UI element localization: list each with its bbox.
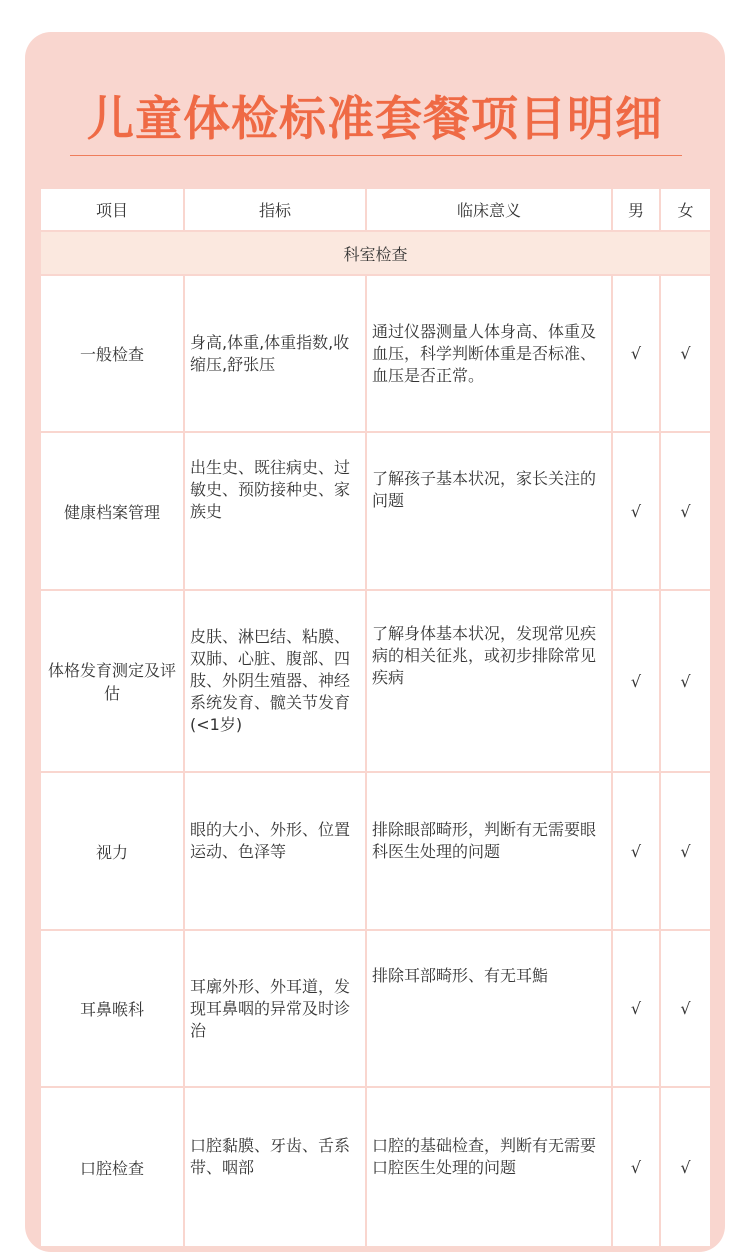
indicator-cell: 耳廓外形、外耳道，发现耳鼻咽的异常及时诊治	[185, 931, 367, 1088]
female-check: √	[661, 1088, 710, 1248]
meaning-cell: 排除眼部畸形，判断有无需要眼科医生处理的问题	[367, 773, 613, 931]
meaning-cell: 了解身体基本状况，发现常见疾病的相关征兆，或初步排除常见疾病	[367, 591, 613, 773]
table-row	[41, 276, 710, 433]
indicator-cell: 皮肤、淋巴结、粘膜、双肺、心脏、腹部、四肢、外阴生殖器、神经系统发育、髋关节发育(<1岁)	[185, 591, 367, 773]
male-check: √	[613, 773, 661, 931]
item-cell: 健康档案管理	[41, 433, 185, 591]
header-male: 男	[613, 189, 661, 232]
indicator-cell: 出生史、既往病史、过敏史、预防接种史、家族史	[185, 433, 367, 591]
male-check: √	[613, 276, 661, 433]
male-check: √	[613, 591, 661, 773]
meaning-cell: 了解孩子基本状况，家长关注的问题	[367, 433, 613, 591]
header-meaning: 临床意义	[367, 189, 613, 232]
male-check: √	[613, 1088, 661, 1248]
checkup-table	[41, 189, 710, 1248]
female-check: √	[661, 276, 710, 433]
female-check: √	[661, 773, 710, 931]
table-row	[41, 433, 710, 591]
table-row	[41, 773, 710, 931]
item-cell: 视力	[41, 773, 185, 931]
indicator-cell: 口腔黏膜、牙齿、舌系带、咽部	[185, 1088, 367, 1248]
header-indicator: 指标	[185, 189, 367, 232]
indicator-cell: 身高,体重,体重指数,收缩压,舒张压	[185, 276, 367, 433]
male-check: √	[613, 433, 661, 591]
section-row	[41, 232, 710, 276]
item-cell: 一般检查	[41, 276, 185, 433]
female-check: √	[661, 433, 710, 591]
header-female: 女	[661, 189, 710, 232]
header-item: 项目	[41, 189, 185, 232]
female-check: √	[661, 931, 710, 1088]
item-cell: 口腔检查	[41, 1088, 185, 1248]
table-row	[41, 591, 710, 773]
item-cell: 耳鼻喉科	[41, 931, 185, 1088]
meaning-cell: 排除耳部畸形、有无耳鮨	[367, 931, 613, 1088]
table-header-row	[41, 189, 710, 232]
meaning-cell: 通过仪器测量人体身高、体重及血压，科学判断体重是否标准、血压是否正常。	[367, 276, 613, 433]
meaning-cell: 口腔的基础检查，判断有无需要口腔医生处理的问题	[367, 1088, 613, 1248]
item-cell: 体格发育测定及评估	[41, 591, 185, 773]
table-row	[41, 931, 710, 1088]
title-divider	[70, 155, 682, 156]
section-label: 科室检查	[41, 232, 710, 276]
male-check: √	[613, 931, 661, 1088]
table-row	[41, 1088, 710, 1248]
page-title: 儿童体检标准套餐项目明细	[87, 92, 663, 147]
female-check: √	[661, 591, 710, 773]
indicator-cell: 眼的大小、外形、位置运动、色泽等	[185, 773, 367, 931]
